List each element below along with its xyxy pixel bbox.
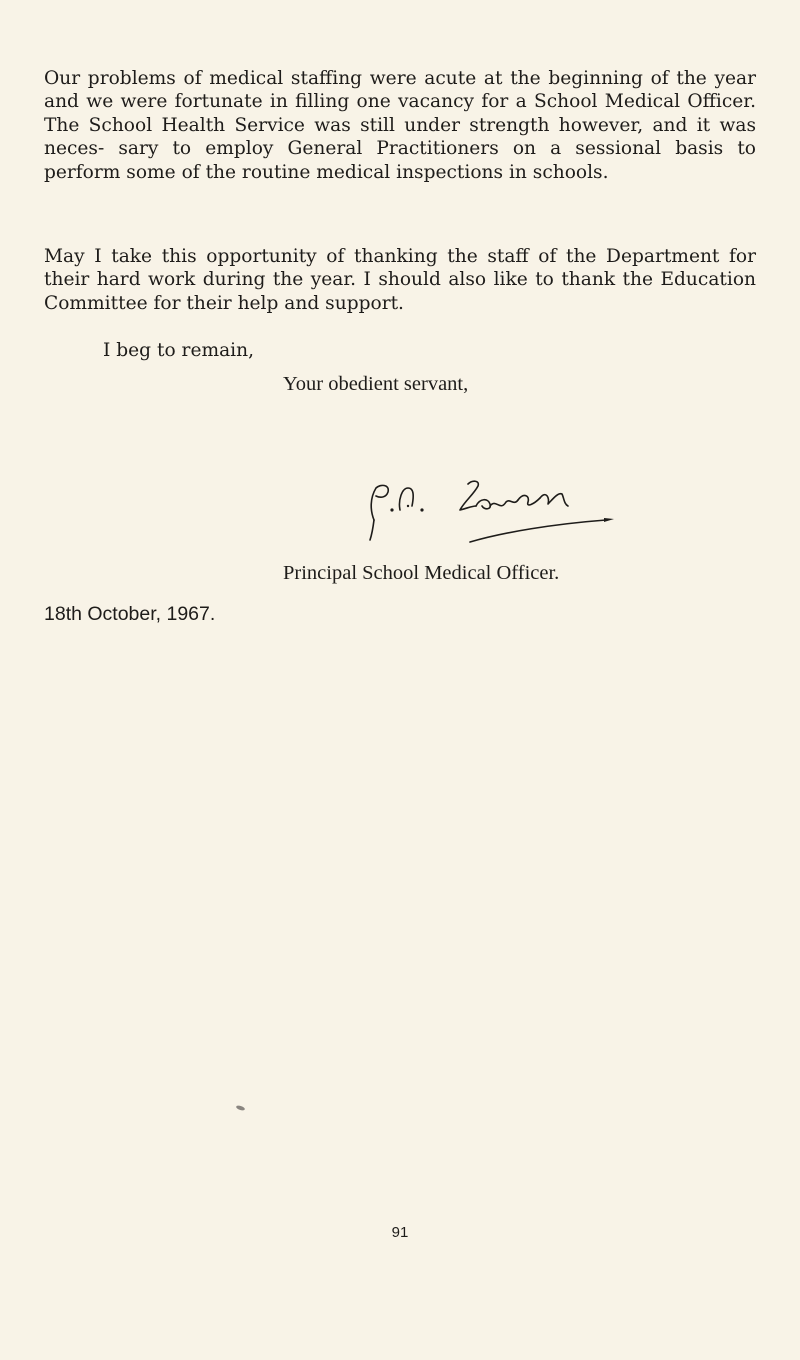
- closing-servant: Your obedient servant,: [283, 373, 469, 395]
- paragraph-thanks: May I take this opportunity of thanking the staff of the Department for their hard work during the year. I should also like to thank the Education Committee for their help and support.: [44, 246, 756, 314]
- page-number: 91: [391, 1224, 409, 1241]
- handwritten-signature: [364, 462, 624, 562]
- closing-remain: I beg to remain,: [103, 340, 254, 361]
- ink-speck: [236, 1105, 246, 1112]
- signer-title: Principal School Medical Officer.: [283, 562, 560, 584]
- paragraph-staffing: Our problems of medical staffing were acute at the beginning of the year and we were fortunate in filling one vacancy for a School Medical Officer. The School Health Service was still under strength however, and it was neces- sary to employ General Practitioners on a sessional basis to perform some of the routine medical inspections in schools.: [44, 68, 756, 183]
- letter-date: 18th October, 1967.: [44, 603, 216, 625]
